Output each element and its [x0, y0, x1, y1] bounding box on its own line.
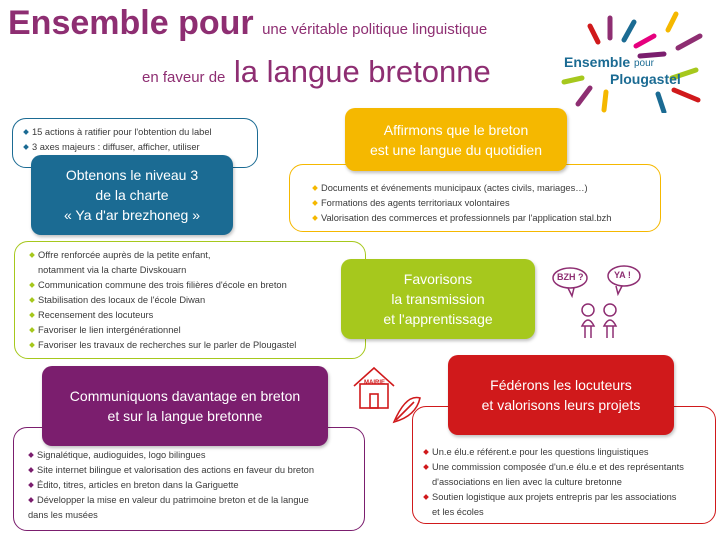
federons-line-1: Fédérons les locuteurs	[490, 377, 632, 393]
list-item: Favoriser les travaux de recherches sur le parler de Plougastel	[29, 338, 355, 353]
list-item-continuation: d'associations en lien avec la culture bretonne	[432, 477, 622, 487]
list-item: Valorisation des commerces et professionnels par l'application stal.bzh	[312, 211, 646, 226]
title-line1-small: une véritable politique linguistique	[262, 21, 488, 38]
title-line2-big: la langue bretonne	[233, 54, 491, 89]
logo-word-pour: pour	[634, 58, 655, 69]
transmission-list	[29, 248, 355, 353]
quotidien-line-1: Affirmons que le breton	[383, 121, 529, 138]
charte-line-3: « Ya d'ar brezhoneg »	[63, 207, 201, 223]
transmission-heading-box	[341, 259, 535, 339]
transmission-box	[14, 241, 366, 359]
bubble-left-text: BZH ?	[557, 272, 584, 282]
list-item-text: Développer la mise en valeur du patrimoine breton et de la langue	[37, 495, 309, 505]
bubble-right-text: YA !	[614, 270, 631, 280]
list-item: Communication commune des trois filières d'école en breton	[29, 278, 355, 293]
charte-line-1: Obtenons le niveau 3	[65, 167, 199, 183]
list-item: 15 actions à ratifier pour l'obtention du label	[23, 125, 247, 140]
list-item-text: Soutien logistique aux projets entrepris par les associations	[432, 492, 677, 502]
communiquons-line-1: Communiquons davantage en breton	[69, 388, 301, 404]
communiquons-line-2: et sur la langue bretonne	[107, 408, 263, 424]
list-item: Favoriser le lien intergénérationnel	[29, 323, 355, 338]
list-item: Recensement des locuteurs	[29, 308, 355, 323]
list-item: 3 axes majeurs : diffuser, afficher, utiliser	[23, 140, 247, 155]
list-item-continuation: dans les musées	[28, 510, 98, 520]
list-item: Édito, titres, articles en breton dans la Gariguette	[28, 478, 354, 493]
charte-line-2: de la charte	[95, 187, 169, 203]
communiquons-heading-box	[42, 366, 328, 446]
list-item	[28, 493, 354, 523]
logo-word-plougastel: Plougastel	[610, 71, 681, 87]
logo-word-ensemble: Ensemble	[564, 54, 631, 70]
list-item: Stabilisation des locaux de l'école Diwan	[29, 293, 355, 308]
list-item: Site internet bilingue et valorisation des actions en faveur du breton	[28, 463, 354, 478]
title-line1-big: Ensemble pour	[8, 4, 254, 42]
logo	[560, 8, 715, 113]
list-item	[423, 460, 707, 490]
list-item-continuation: et les écoles	[432, 507, 484, 517]
list-item: Signalétique, audioguides, logo bilingues	[28, 448, 354, 463]
list-item: Formations des agents territoriaux volontaires	[312, 196, 646, 211]
label-list	[23, 125, 247, 155]
list-item-continuation: notamment via la charte Divskouarn	[38, 265, 187, 275]
quotidien-box	[289, 164, 661, 232]
transmission-line-2: la transmission	[391, 291, 485, 307]
list-item	[423, 490, 707, 520]
communiquons-list	[28, 448, 354, 523]
charte-heading-box	[31, 155, 233, 235]
federons-heading-box	[448, 355, 674, 435]
page-title	[8, 4, 548, 94]
list-item	[29, 248, 355, 278]
quotidien-heading-box	[345, 108, 567, 171]
list-item-text: Une commission composée d'un.e élu.e et des représentants	[432, 462, 684, 472]
list-item: Un.e élu.e référent.e pour les questions linguistiques	[423, 445, 707, 460]
federons-list	[423, 445, 707, 520]
house-sign-text: MAIRIE	[364, 380, 385, 386]
title-line2-small: en faveur de	[142, 69, 226, 86]
list-item-text: Offre renforcée auprès de la petite enfant,	[38, 250, 211, 260]
transmission-line-1: Favorisons	[403, 271, 473, 287]
quotidien-list	[312, 181, 646, 226]
speech-illustration	[552, 262, 662, 342]
transmission-line-3: et l'apprentissage	[383, 311, 493, 327]
federons-line-2: et valorisons leurs projets	[481, 397, 641, 413]
quotidien-line-2: est une langue du quotidien	[369, 141, 543, 158]
list-item: Documents et événements municipaux (actes civils, mariages…)	[312, 181, 646, 196]
